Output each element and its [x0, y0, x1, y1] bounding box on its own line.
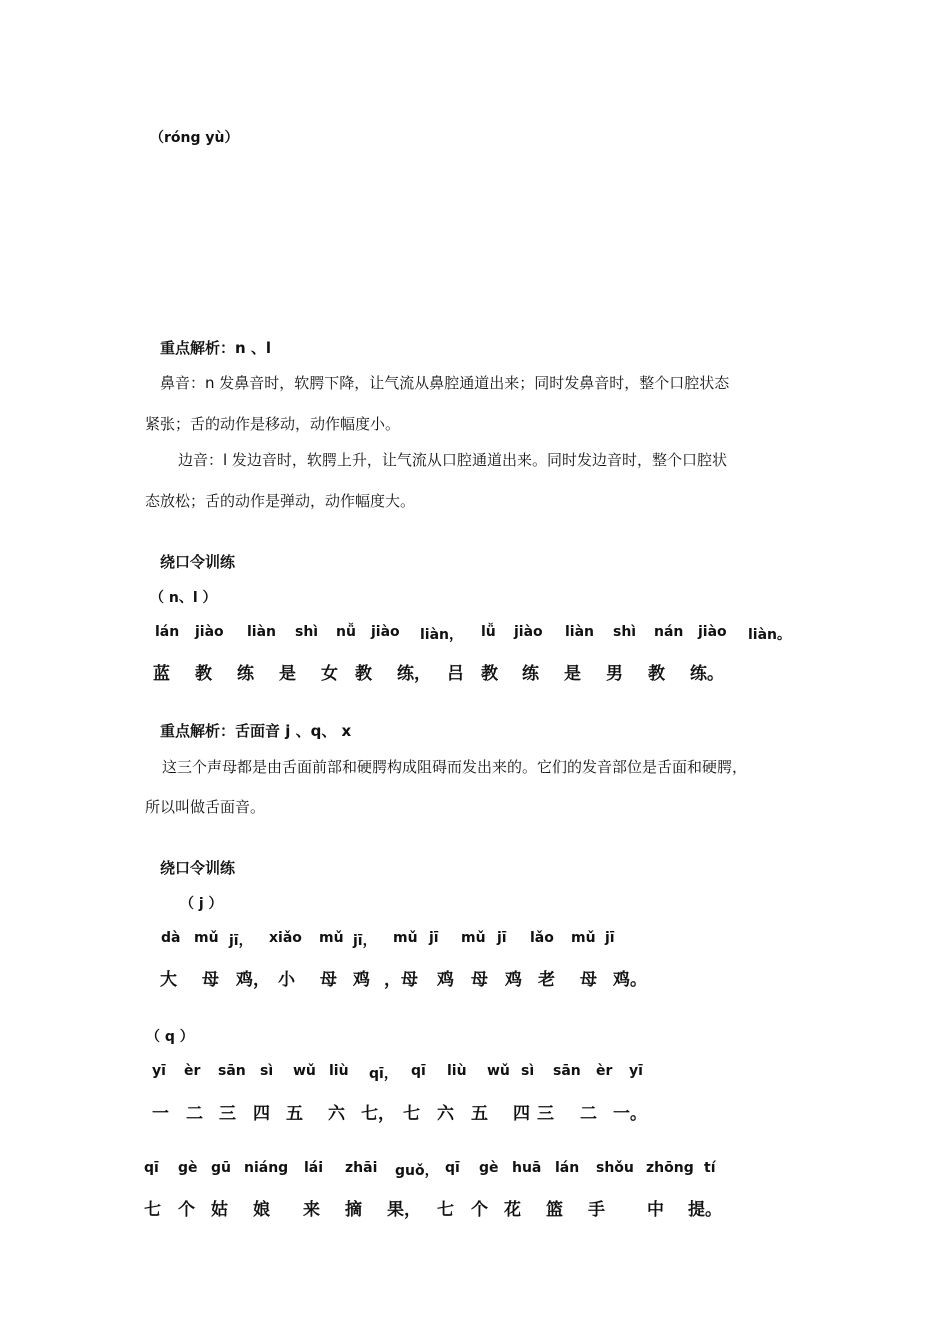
pinyin-syllable: lǚ [481, 624, 496, 640]
hanzi-char: 蓝 [153, 664, 170, 684]
hanzi-row-nl [0, 659, 950, 684]
hanzi-char: 六 [437, 1104, 454, 1124]
hanzi-char: 教 [355, 664, 372, 684]
pinyin-syllable: gè [479, 1160, 499, 1176]
lateral-paragraph-line1: 边音：l 发边音时，软腭上升，让气流从口腔通道出来。同时发边音时，整个口腔状 [178, 451, 727, 469]
pinyin-syllable: mǔ [571, 930, 596, 946]
hanzi-char: 男 [606, 664, 623, 684]
pinyin-syllable: shì [295, 624, 319, 640]
hanzi-char: 七 [437, 1200, 454, 1220]
pinyin-syllable: qī [144, 1160, 159, 1176]
pinyin-syllable: nǚ [336, 624, 356, 640]
pinyin-syllable: liàn [247, 624, 277, 640]
hanzi-char: 是 [279, 664, 296, 684]
pinyin-syllable: guǒ， [395, 1163, 439, 1179]
pinyin-syllable: jiào [514, 624, 543, 640]
pinyin-syllable: sì [260, 1063, 274, 1079]
hanzi-char: 鸡 [505, 970, 522, 990]
drill-label-nl: （ n、l ） [150, 590, 217, 606]
hanzi-char: 三 [537, 1104, 554, 1124]
pinyin-syllable: jī [605, 930, 615, 946]
hanzi-char: ，母 [384, 970, 418, 990]
nasal-paragraph-line2: 紧张；舌的动作是移动，动作幅度小。 [145, 415, 401, 433]
hanzi-char: 个 [471, 1200, 488, 1220]
pinyin-syllable: liàn [565, 624, 595, 640]
hanzi-row-j [0, 965, 950, 990]
pinyin-syllable: jī [429, 930, 439, 946]
hanzi-char: 四 [513, 1104, 530, 1124]
pinyin-syllable: gū [211, 1160, 231, 1176]
hanzi-char: 二 [580, 1104, 597, 1124]
pinyin-syllable: èr [184, 1063, 201, 1079]
hanzi-char: 手 [588, 1200, 605, 1220]
pinyin-row-nl [0, 624, 950, 646]
pinyin-syllable: huā [512, 1160, 542, 1176]
hanzi-char: 五 [286, 1104, 303, 1124]
pinyin-syllable: liàn， [420, 627, 464, 643]
pinyin-syllable: mǔ [319, 930, 344, 946]
drill-label-j: （ j ） [180, 896, 223, 912]
hanzi-char: 四 [253, 1104, 270, 1124]
hanzi-char: 摘 [345, 1200, 362, 1220]
hanzi-char: 个 [178, 1200, 195, 1220]
pinyin-syllable: lán [155, 624, 180, 640]
jqx-paragraph-line2: 所以叫做舌面音。 [145, 798, 266, 816]
pinyin-syllable: liù [447, 1063, 467, 1079]
lateral-paragraph-line2: 态放松；舌的动作是弹动，动作幅度大。 [145, 492, 416, 510]
hanzi-char: 老 [538, 970, 555, 990]
drill-title-jqx: 绕口令训练 [160, 859, 236, 877]
hanzi-char: 七 [144, 1200, 161, 1220]
hanzi-char: 二 [186, 1104, 203, 1124]
pinyin-syllable: qī [445, 1160, 460, 1176]
pinyin-syllable: gè [178, 1160, 198, 1176]
nasal-paragraph-line1: 鼻音：n 发鼻音时，软腭下降，让气流从鼻腔通道出来；同时发鼻音时，整个口腔状态 [160, 374, 730, 392]
hanzi-char: 一 [152, 1104, 169, 1124]
hanzi-char: 母 [202, 970, 219, 990]
hanzi-char: 三 [219, 1104, 236, 1124]
pinyin-syllable: jiào [698, 624, 727, 640]
pinyin-syllable: lái [304, 1160, 324, 1176]
hanzi-char: 果， [387, 1200, 421, 1220]
hanzi-char: 教 [195, 664, 212, 684]
section-title-nl: 重点解析：n 、l [160, 339, 272, 357]
pinyin-syllable: wǔ [293, 1063, 316, 1079]
hanzi-char: 女 [321, 664, 338, 684]
pinyin-syllable: niáng [244, 1160, 289, 1176]
pinyin-syllable: nán [654, 624, 684, 640]
pinyin-syllable: shǒu [596, 1160, 634, 1176]
hanzi-char: 鸡 [353, 970, 370, 990]
pinyin-syllable: xiǎo [269, 930, 302, 946]
hanzi-char: 母 [471, 970, 488, 990]
hanzi-char: 吕 [447, 664, 464, 684]
hanzi-char: 一。 [613, 1104, 647, 1124]
pinyin-syllable: dà [161, 930, 181, 946]
hanzi-char: 中 [647, 1200, 664, 1220]
pinyin-syllable: tí [704, 1160, 716, 1176]
pinyin-syllable: lǎo [530, 930, 554, 946]
pinyin-row-q2 [0, 1160, 950, 1182]
pinyin-syllable: yī [629, 1063, 643, 1079]
pinyin-syllable: sān [553, 1063, 581, 1079]
hanzi-char: 七 [403, 1104, 420, 1124]
pinyin-row-q [0, 1063, 950, 1085]
hanzi-char: 鸡， [236, 970, 270, 990]
pinyin-syllable: liù [329, 1063, 349, 1079]
hanzi-char: 小 [278, 970, 295, 990]
pinyin-syllable: zhōng [646, 1160, 694, 1176]
hanzi-char: 教 [648, 664, 665, 684]
pinyin-syllable: mǔ [194, 930, 219, 946]
pinyin-syllable: sì [521, 1063, 535, 1079]
hanzi-char: 来 [303, 1200, 320, 1220]
pinyin-syllable: sān [218, 1063, 246, 1079]
hanzi-char: 练。 [690, 664, 724, 684]
hanzi-char: 六 [328, 1104, 345, 1124]
pinyin-syllable: wǔ [487, 1063, 510, 1079]
pinyin-syllable: qī [411, 1063, 426, 1079]
pinyin-syllable: liàn。 [748, 627, 792, 643]
section-title-jqx: 重点解析：舌面音 j 、q、 x [160, 722, 352, 740]
jqx-paragraph-line1: 这三个声母都是由舌面前部和硬腭构成阻碍而发出来的。它们的发音部位是舌面和硬腭， [162, 758, 748, 776]
hanzi-row-q2 [0, 1195, 950, 1220]
pinyin-syllable: qī， [369, 1066, 398, 1082]
hanzi-char: 母 [580, 970, 597, 990]
pinyin-syllable: lán [555, 1160, 580, 1176]
pinyin-syllable: jiào [195, 624, 224, 640]
hanzi-char: 七， [361, 1104, 395, 1124]
hanzi-char: 五 [471, 1104, 488, 1124]
pinyin-syllable: mǔ [461, 930, 486, 946]
hanzi-char: 提。 [688, 1200, 722, 1220]
hanzi-char: 母 [320, 970, 337, 990]
hanzi-row-q [0, 1099, 950, 1124]
pinyin-syllable: zhāi [345, 1160, 378, 1176]
drill-title-nl: 绕口令训练 [160, 553, 236, 571]
hanzi-char: 是 [564, 664, 581, 684]
hanzi-char: 花 [504, 1200, 521, 1220]
pinyin-syllable: èr [596, 1063, 613, 1079]
hanzi-char: 练， [397, 664, 431, 684]
hanzi-char: 娘 [253, 1200, 270, 1220]
hanzi-char: 姑 [211, 1200, 228, 1220]
hanzi-char: 鸡。 [613, 970, 647, 990]
hanzi-char: 练 [237, 664, 254, 684]
pinyin-syllable: mǔ [393, 930, 418, 946]
pinyin-syllable: jī [497, 930, 507, 946]
drill-label-q: （ q ） [146, 1029, 194, 1045]
pinyin-syllable: yī [152, 1063, 166, 1079]
pinyin-syllable: shì [613, 624, 637, 640]
pinyin-row-j [0, 930, 950, 952]
hanzi-char: 鸡 [437, 970, 454, 990]
pinyin-syllable: jī， [353, 933, 377, 949]
hanzi-char: 练 [522, 664, 539, 684]
top-pinyin: （róng yù） [150, 130, 239, 146]
pinyin-syllable: jī， [229, 933, 253, 949]
hanzi-char: 教 [481, 664, 498, 684]
hanzi-char: 篮 [546, 1200, 563, 1220]
hanzi-char: 大 [160, 970, 177, 990]
pinyin-syllable: jiào [371, 624, 400, 640]
